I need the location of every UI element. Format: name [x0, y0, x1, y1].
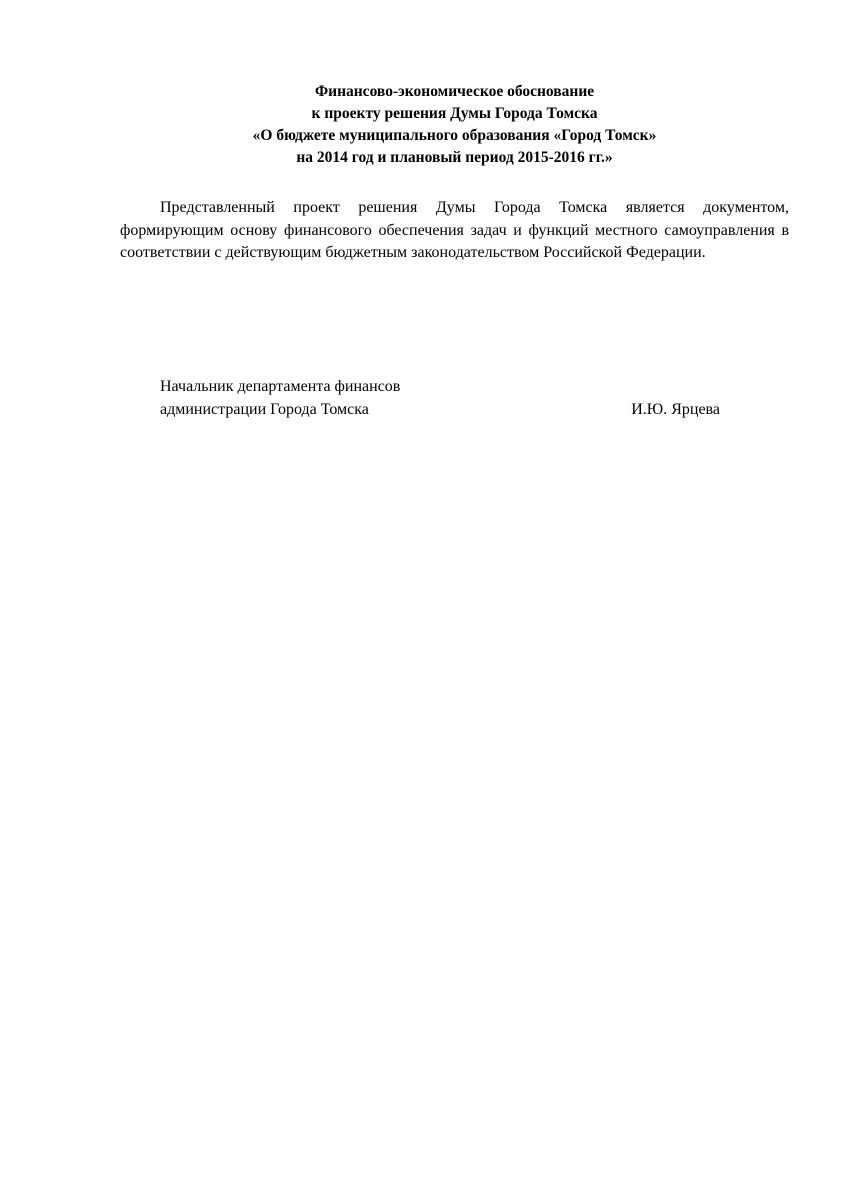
signature-block [160, 376, 720, 421]
document-title [120, 81, 789, 169]
signer-position-line-1: Начальник департамента финансов [160, 378, 401, 395]
title-line-2: к проекту решения Думы Города Томска [311, 105, 598, 122]
title-line-4: на 2014 год и плановый период 2015-2016 гг.» [296, 149, 613, 166]
body-paragraph: Представленный проект решения Думы Города Томска является документом, формирующим основу финансового обеспечения задач и функций местного самоуправления в соответствии с действующим бюджетным законодательством Российской Федерации. [120, 199, 789, 261]
signer-name: И.Ю. Ярцева [631, 400, 720, 418]
signer-position-line-2: администрации Города Томска [160, 400, 369, 418]
title-line-1: Финансово-экономическое обоснование [314, 83, 595, 100]
title-line-3: «О бюджете муниципального образования «Город Томск» [252, 127, 657, 144]
